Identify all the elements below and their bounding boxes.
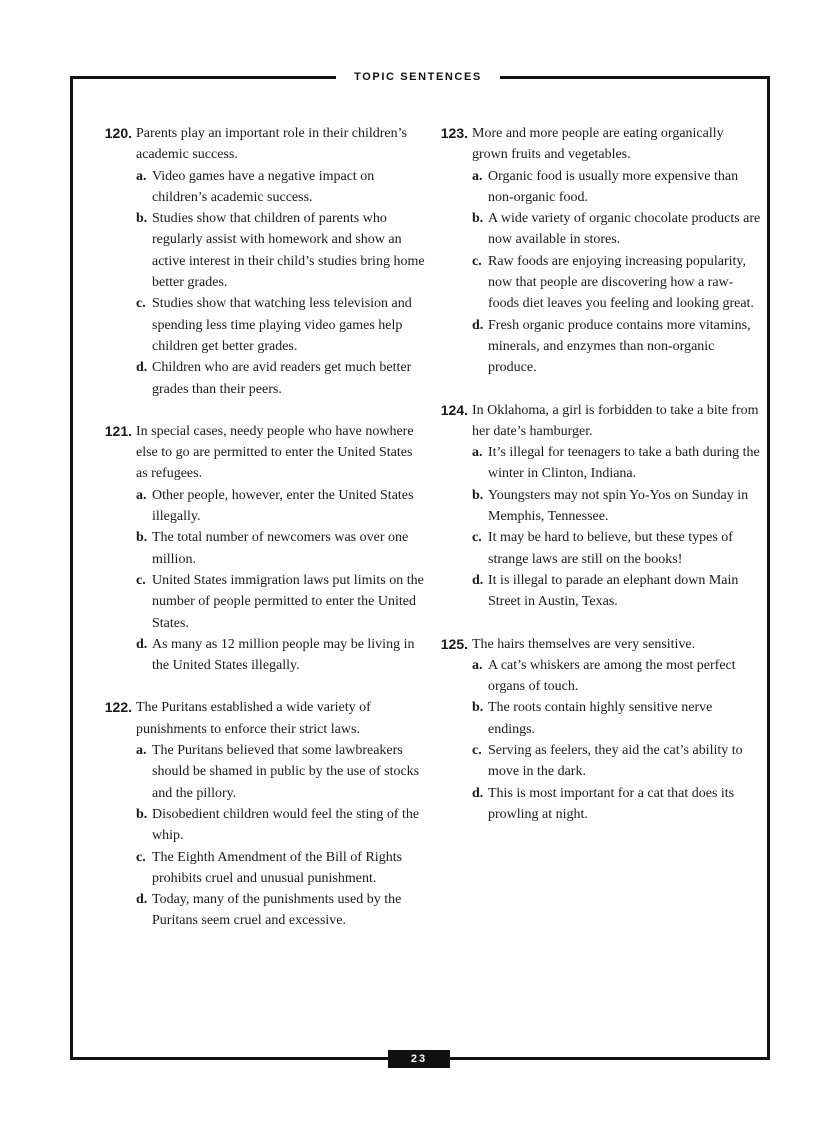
- page-number: 23: [388, 1050, 450, 1068]
- question-125: [432, 634, 762, 826]
- option-letter: c.: [472, 253, 482, 269]
- answer-option: [472, 485, 762, 528]
- question-number: 122.: [104, 699, 132, 716]
- left-column: [96, 123, 426, 953]
- option-text: The roots contain highly sensitive nerve endings.: [488, 700, 713, 737]
- option-text: The Puritans believed that some lawbreakers should be shamed in public by the use of stocks and the pillory.: [152, 743, 420, 801]
- question-stem: In special cases, needy people who have nowhere else to go are permitted to enter the United States as refugees.: [136, 423, 414, 482]
- question-number: 120.: [104, 125, 132, 141]
- option-text: It’s illegal for teenagers to take a bath during the winter in Clinton, Indiana.: [488, 445, 760, 482]
- option-letter: b.: [472, 211, 484, 227]
- option-text: The total number of newcomers was over one million.: [152, 530, 409, 567]
- answer-option: [136, 208, 426, 293]
- answer-option: [136, 357, 426, 400]
- option-letter: b.: [136, 806, 148, 822]
- option-letter: c.: [136, 572, 146, 588]
- option-text: Youngsters may not spin Yo-Yos on Sunday in Memphis, Tennessee.: [488, 487, 749, 525]
- option-text: United States immigration laws put limits on the number of people permitted to enter the United States.: [152, 572, 424, 631]
- option-text: Studies show that children of parents who regularly assist with homework and show an active interest in their child’s studies bring home better grades.: [152, 211, 425, 291]
- option-letter: d.: [136, 892, 148, 908]
- option-letter: d.: [136, 360, 148, 376]
- question-stem: The Puritans established a wide variety of punishments to enforce their strict laws.: [136, 700, 371, 737]
- answer-option: [136, 570, 426, 634]
- option-letter: d.: [136, 636, 148, 652]
- option-letter: b.: [472, 700, 484, 716]
- option-letter: b.: [136, 211, 148, 227]
- answer-option: [136, 889, 426, 932]
- answer-option: [472, 166, 762, 209]
- option-letter: c.: [472, 530, 482, 546]
- option-letter: a.: [472, 657, 483, 673]
- option-text: A cat’s whiskers are among the most perfect organs of touch.: [488, 657, 736, 695]
- option-letter: d.: [472, 572, 484, 588]
- answer-option: [472, 783, 762, 826]
- question-stem: Parents play an important role in their children’s academic success.: [136, 126, 407, 163]
- option-text: This is most important for a cat that does its prowling at night.: [488, 785, 735, 822]
- answer-option: [136, 293, 426, 357]
- question-number: 123.: [440, 125, 468, 141]
- answer-option: [472, 315, 762, 379]
- question-number: 125.: [440, 635, 468, 652]
- answer-option: [472, 697, 762, 740]
- option-letter: a.: [136, 487, 147, 503]
- option-letter: c.: [472, 743, 482, 759]
- question-stem: More and more people are eating organically grown fruits and vegetables.: [472, 126, 724, 163]
- option-text: The Eighth Amendment of the Bill of Rights prohibits cruel and unusual punishment.: [152, 849, 403, 886]
- section-header-title: TOPIC SENTENCES: [354, 71, 482, 83]
- answer-option: [136, 634, 426, 677]
- answer-option: [136, 804, 426, 847]
- question-stem: In Oklahoma, a girl is forbidden to take a bite from her date’s hamburger.: [472, 402, 759, 439]
- answer-option: [472, 442, 762, 485]
- question-121: [96, 421, 426, 677]
- question-122: [96, 697, 426, 931]
- frame-top-right-rule: [500, 76, 770, 79]
- answer-option: [136, 166, 426, 209]
- answer-option: [136, 527, 426, 570]
- answer-option: [472, 740, 762, 783]
- option-letter: a.: [136, 168, 147, 184]
- option-letter: b.: [136, 530, 148, 546]
- frame-top-left-rule: [70, 76, 336, 79]
- option-letter: c.: [136, 849, 146, 865]
- answer-option: [472, 655, 762, 698]
- option-letter: b.: [472, 487, 484, 503]
- right-column: [432, 123, 762, 846]
- answer-option: [472, 570, 762, 613]
- answer-option: [136, 847, 426, 890]
- option-text: Disobedient children would feel the sting of the whip.: [152, 806, 420, 844]
- option-letter: d.: [472, 317, 484, 333]
- answer-option: [472, 527, 762, 570]
- frame-right-rule: [767, 76, 770, 1060]
- answer-option: [472, 208, 762, 251]
- answer-option: [472, 251, 762, 315]
- option-text: Serving as feelers, they aid the cat’s ability to move in the dark.: [488, 743, 743, 780]
- option-letter: a.: [472, 445, 483, 461]
- question-120: [96, 123, 426, 400]
- option-letter: d.: [472, 785, 484, 801]
- question-123: [432, 123, 762, 379]
- answer-option: [136, 485, 426, 528]
- option-text: Other people, however, enter the United States illegally.: [152, 487, 414, 525]
- option-text: Today, many of the punishments used by the Puritans seem cruel and excessive.: [152, 892, 402, 929]
- option-text: Fresh organic produce contains more vitamins, minerals, and enzymes than non-organic produce.: [488, 317, 751, 376]
- option-text: Studies show that watching less television and spending less time playing video games help children get better grades.: [152, 296, 412, 354]
- question-number: 124.: [440, 401, 468, 418]
- option-text: As many as 12 million people may be living in the United States illegally.: [152, 636, 415, 674]
- option-text: Raw foods are enjoying increasing popularity, now that people are discovering how a raw-foods diet leaves you feeling and looking great.: [488, 253, 754, 312]
- option-text: A wide variety of organic chocolate products are now available in stores.: [488, 211, 761, 248]
- option-text: Organic food is usually more expensive than non-organic food.: [488, 168, 739, 205]
- answer-option: [136, 740, 426, 804]
- option-letter: a.: [136, 743, 147, 759]
- frame-left-rule: [70, 76, 73, 1060]
- option-text: It is illegal to parade an elephant down Main Street in Austin, Texas.: [488, 572, 739, 610]
- option-text: It may be hard to believe, but these types of strange laws are still on the books!: [488, 530, 733, 567]
- question-124: [432, 400, 762, 613]
- option-letter: a.: [472, 168, 483, 184]
- option-text: Children who are avid readers get much better grades than their peers.: [152, 360, 412, 397]
- question-number: 121.: [104, 422, 132, 439]
- question-stem: The hairs themselves are very sensitive.: [472, 636, 696, 652]
- option-letter: c.: [136, 296, 146, 312]
- option-text: Video games have a negative impact on children’s academic success.: [152, 168, 375, 205]
